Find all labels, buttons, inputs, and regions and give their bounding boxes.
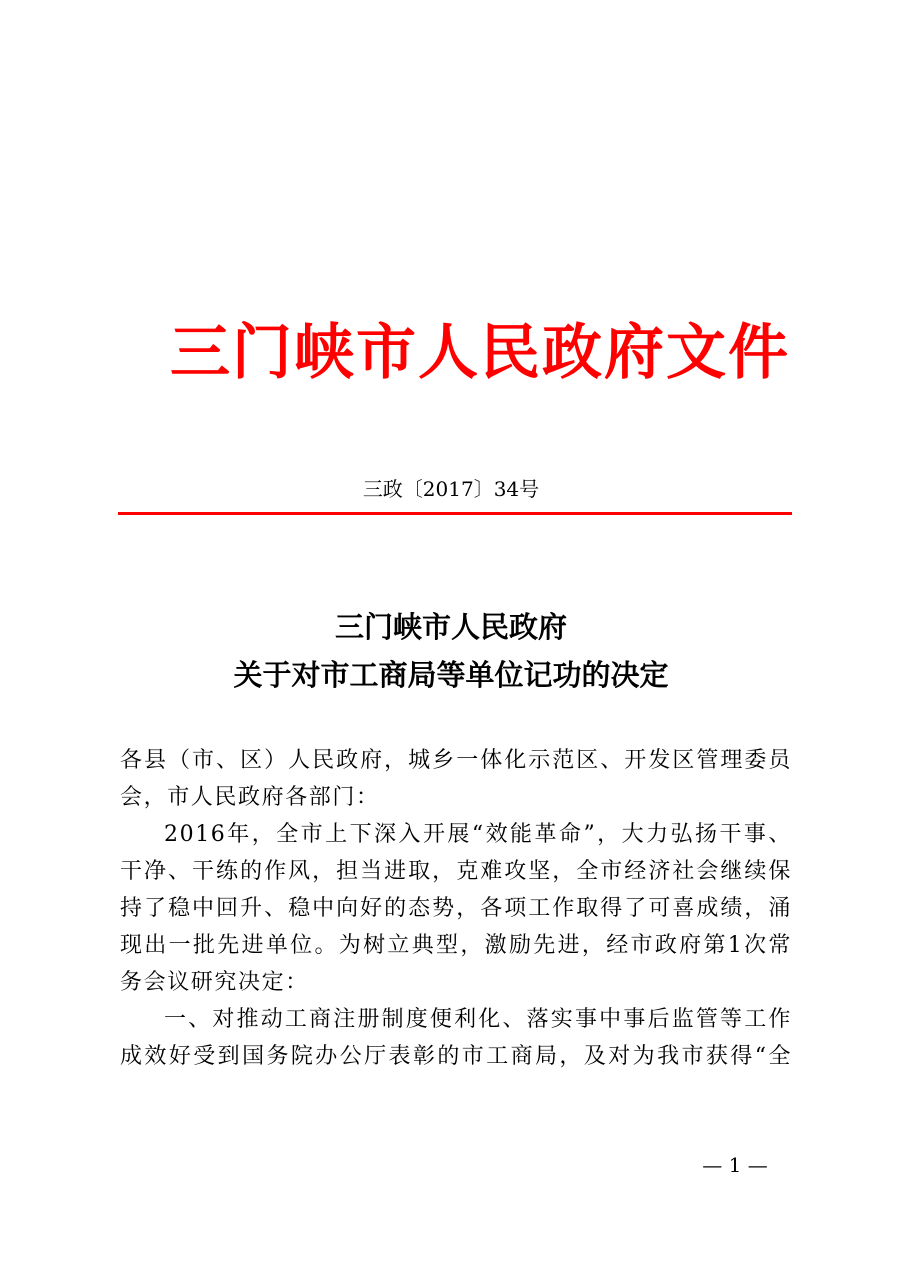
page-number: — 1 —: [702, 1153, 768, 1177]
title-line-1: 三门峡市人民政府: [334, 610, 567, 644]
body-line: 会，市人民政府各部门：: [120, 785, 380, 810]
body-line: 现出一批先进单位。为树立典型，激励先进，经市政府第1次常: [120, 933, 792, 958]
title-line-2: 关于对市工商局等单位记功的决定: [233, 658, 669, 692]
body-line: 务会议研究决定：: [120, 970, 309, 995]
document-body: [120, 742, 792, 1075]
body-line: 各县（市、区）人民政府，城乡一体化示范区、开发区管理委员: [120, 748, 792, 773]
issuer-header: 三门峡市人民政府文件: [170, 318, 790, 388]
document-title: [0, 603, 902, 699]
body-line: 成效好受到国务院办公厅表彰的市工商局，及对为我市获得“全: [120, 1044, 792, 1069]
document-number: 三政〔2017〕34号: [362, 477, 540, 501]
body-line: 2016年，全市上下深入开展“效能革命”，大力弘扬干事、: [164, 822, 792, 847]
body-line: 持了稳中回升、稳中向好的态势，各项工作取得了可喜成绩，涌: [120, 896, 792, 921]
body-line: 一、对推动工商注册制度便利化、落实事中事后监管等工作: [164, 1007, 792, 1032]
red-divider-line: [118, 512, 792, 515]
body-line: 干净、干练的作风，担当进取，克难攻坚，全市经济社会继续保: [120, 859, 792, 884]
